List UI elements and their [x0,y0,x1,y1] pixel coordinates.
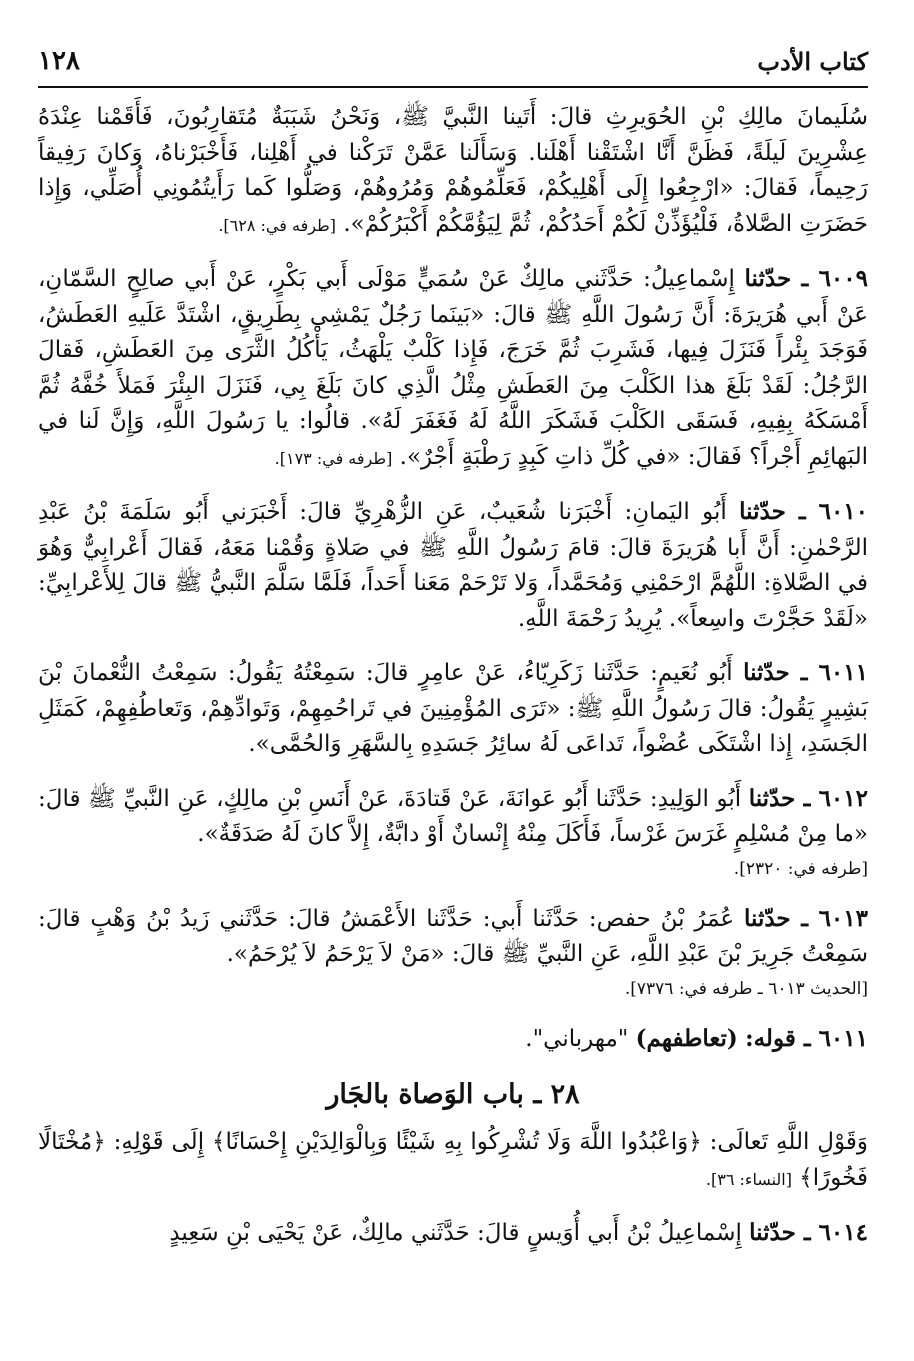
hadith-paragraph [38,100,868,243]
hadith-number: ٦٠٠٩ ـ حدّثنا [744,265,868,292]
running-head [38,46,868,88]
gloss-note [38,1021,868,1058]
cross-reference: [طرفه في: ٢٣٢٠]. [733,858,868,879]
hadith-number: ٦٠١٤ ـ حدّثنا [749,1219,868,1246]
cross-reference: [الحديث ٦٠١٣ ـ طرفه في: ٧٣٧٦]. [624,978,868,999]
hadith-paragraph [38,261,868,476]
hadith-number: ٦٠١٢ ـ حدّثنا [748,784,868,812]
quran-text: وَقَوْلِ اللَّهِ تَعالَى: ﴿وَاعْبُدُوا اللَّهَ وَلَا تُشْرِكُوا بِهِ شَيْئًا وَبِالْوَالِدَيْنِ إِحْسَانًا﴾ إِلَى قَوْلِهِ: ﴿مُخْتَالًا فَخُورًا﴾ [38,1129,868,1191]
hadith-text: أَبُو نُعَيمٍ: حَدَّثَنا زَكَرِيّاءُ، عَنْ عامِرٍ قالَ: سَمِعْتُهُ يَقُولُ: سَمِعْتُ النُّعْمانَ بْنَ بَشِيرٍ يَقُولُ: قالَ رَسُولُ اللَّهِ ﷺ: «تَرَى المُؤْمِنِينَ في تَراحُمِهِمْ، وَتَوادِّهِمْ، وَتَعاطُفِهِمْ، كَمَثَلِ الجَسَدِ، إِذا اشْتَكَى عُضْواً، تَداعَى لَهُ سائِرُ جَسَدِهِ بِالسَّهَرِ وَالحُمَّى». [38,660,868,757]
hadith-paragraph [38,494,868,637]
cross-reference: [النساء: ٣٦]. [705,1169,792,1189]
chapter-title: ٢٨ ـ باب الوَصاة بالجَار [326,1079,580,1110]
note-number: ٦٠١١ ـ قوله: [745,1024,868,1052]
hadith-text: عُمَرُ بْنُ حفص: حَدَّثَنا أَبي: حَدَّثَنا الأَعْمَشُ قالَ: حَدَّثَني زَيدُ بْنُ وَهْبٍ قالَ: سَمِعْتُ جَرِيرَ بْنَ عَبْدِ اللَّهِ، عَنِ النَّبيِّ ﷺ قالَ: «مَنْ لاَ يَرْحَمُ لاَ يُرْحَمُ». [38,905,868,967]
cross-reference: [طرفه في: ٦٢٨]. [218,215,337,235]
hadith-text: إِسْماعِيلُ: حَدَّثَني مالِكٌ عَنْ سُمَيٍّ مَوْلَى أَبي بَكْرٍ، عَنْ أَبي صالِحٍ السَّمّانِ، عَنْ أَبي هُرَيرَةَ: أَنَّ رَسُولَ اللَّهِ ﷺ قالَ: «بَينَما رَجُلٌ يَمْشِي بِطَرِيقٍ، اشْتَدَّ عَلَيهِ العَطَشُ، فَوَجَدَ بِئْراً فَنَزَلَ فِيها، فَشَرِبَ ثُمَّ خَرَجَ، فَإِذا كَلْبٌ يَلْهَثُ، يَأْكُلُ الثَّرَى مِنَ العَطَشِ، فَقالَ الرَّجُلُ: لَقَدْ بَلَغَ هذا الكَلْبَ مِنَ العَطَشِ مِثْلُ الَّذِي كانَ بَلَغَ بِي، فَنَزَلَ البِئْرَ فَمَلأَ خُفَّهُ ثُمَّ أَمْسَكَهُ بِفِيهِ، فَسَقَى الكَلْبَ فَشَكَرَ اللَّهُ لَهُ فَغَفَرَ لَهُ». قالُوا: يا رَسُولَ اللَّهِ، وَإِنَّ لَنا في البَهائِمِ أَجْراً؟ فَقالَ: «في كُلِّ ذاتِ كَبِدٍ رَطْبَةٍ أَجْرٌ». [38,266,868,470]
note-term: (تعاطفهم) [635,1024,738,1052]
hadith-number: ٦٠١١ ـ حدّثنا [743,659,868,686]
page-number: ١٢٨ [38,46,80,76]
hadith-paragraph [38,901,868,973]
hadith-text: أَبُو اليَمانِ: أَخْبَرَنا شُعَيبٌ، عَنِ الزُّهْرِيِّ قالَ: أَخْبَرَني أَبُو سَلَمَةَ بْنُ عَبْدِ الرَّحْمٰنِ: أَنَّ أَبا هُرَيرَةَ قالَ: قامَ رَسُولُ اللَّهِ ﷺ في صَلاةٍ وَقُمْنا مَعَهُ، فَقالَ أَعْرابِيٌّ وَهُوَ في الصَّلاةِ: اللَّهُمَّ ارْحَمْنِي وَمُحَمَّداً، وَلا تَرْحَمْ مَعَنا أَحَداً، فَلَمَّا سَلَّمَ النَّبيُّ ﷺ قالَ لِلأَعْرابِيِّ: «لَقَدْ حَجَّرْتَ واسِعاً». يُرِيدُ رَحْمَةَ اللَّهِ. [38,499,868,632]
hadith-number: ٦٠١٠ ـ حدّثنا [739,498,869,525]
hadith-paragraph [38,1215,868,1252]
cross-reference: [طرفه في: ١٧٣]. [274,448,393,468]
page-body [38,100,868,1252]
hadith-paragraph [38,655,868,763]
quran-paragraph [38,1125,868,1197]
book-title: كتاب الأدب [757,47,868,76]
hadith-text: إِسْماعِيلُ بْنُ أَبي أُوَيسٍ قالَ: حَدَّثَني مالِكٌ، عَنْ يَحْيَى بْنِ سَعِيدٍ [169,1220,742,1246]
hadith-paragraph [38,781,868,853]
hadith-text: أَبُو الوَلِيدِ: حَدَّثَنا أَبُو عَوانَةَ، عَنْ قَتادَةَ، عَنْ أَنَسِ بْنِ مالِكٍ، عَنِ النَّبيِّ ﷺ قالَ: «ما مِنْ مُسْلِمٍ غَرَسَ غَرْساً، فَأَكَلَ مِنْهُ إِنْسانٌ أَوْ دابَّةٌ، إِلاَّ كانَ لَهُ صَدَقَةٌ». [38,785,868,847]
hadith-number: ٦٠١٣ ـ حدّثنا [744,904,868,932]
note-text: "مهرباني". [525,1025,629,1052]
hadith-text: سُلَيمانَ مالِكِ بْنِ الحُوَيرِثِ قالَ: أَتَينا النَّبيَّ ﷺ، وَنَحْنُ شَبَبَةٌ مُتَقارِبُونَ، فَأَقَمْنا عِنْدَهُ عِشْرِينَ لَيلَةً، فَظَنَّ أَنَّا اشْتَقْنا أَهْلَنا. وَسَأَلَنا عَمَّنْ تَرَكْنا في أَهْلِنا، فَأَخْبَرْناهُ، وَكانَ رَفِيقاً رَحِيماً، فَقالَ: «ارْجِعُوا إِلَى أَهْلِيكُمْ، فَعَلِّمُوهُمْ وَمُرُوهُمْ، وَصَلُّوا كَما رَأَيتُمُونِي أُصَلِّي، وَإِذا حَضَرَتِ الصَّلاةُ، فَلْيُؤَذِّنْ لَكُمْ أَحَدُكُمْ، ثُمَّ لِيَؤُمَّكُمْ أَكْبَرُكُمْ». [38,104,868,237]
